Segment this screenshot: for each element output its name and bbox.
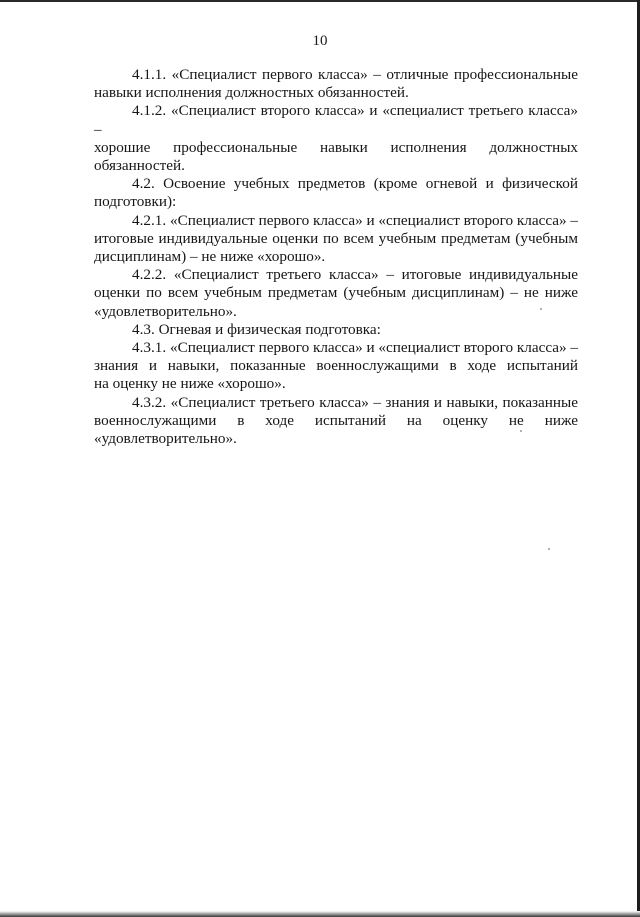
paragraph-4-2-2	[94, 266, 578, 321]
paragraph-4-2-1	[94, 212, 578, 267]
paragraph-4-1-1	[94, 66, 578, 102]
paragraph-line: 4.2. Освоение учебных предметов (кроме огневой и физической	[132, 175, 578, 193]
paragraph-4-3-2	[94, 394, 578, 449]
paragraph-line: 4.3.1. «Специалист первого класса» и «специалист второго класса» –	[132, 339, 578, 357]
page-number: 10	[312, 33, 328, 49]
paragraph-line: знания и навыки, показанные военнослужащими в ходе испытаний	[94, 357, 578, 375]
paragraph-line: подготовки):	[94, 193, 177, 211]
paragraph-line: «удовлетворительно».	[94, 302, 237, 320]
paragraph-4-2	[94, 175, 578, 211]
paragraph-line: 4.1.1. «Специалист первого класса» – отличные профессиональные	[132, 66, 578, 83]
paragraph-line: 4.3. Огневая и физическая подготовка:	[132, 320, 381, 338]
paragraph-4-3	[94, 321, 578, 339]
paragraph-4-1-2	[94, 102, 578, 175]
paragraph-line: на оценку не ниже «хорошо».	[94, 375, 286, 393]
paragraph-line: 4.2.2. «Специалист третьего класса» – итоговые индивидуальные	[132, 266, 578, 284]
paragraph-line: обязанностей.	[94, 157, 185, 175]
document-body	[94, 66, 578, 448]
paragraph-line: 4.3.2. «Специалист третьего класса» – знания и навыки, показанные	[132, 393, 578, 411]
paragraph-4-3-1	[94, 339, 578, 394]
scan-speck	[540, 308, 542, 310]
scan-speck	[520, 430, 522, 432]
paragraph-line: 4.1.2. «Специалист второго класса» и «специалист третьего класса» –	[94, 102, 578, 138]
paragraph-line: военнослужащими в ходе испытаний на оценку не ниже	[94, 411, 578, 429]
scan-speck	[548, 548, 550, 550]
paragraph-line: итоговые индивидуальные оценки по всем учебным предметам (учебным	[94, 229, 578, 247]
paragraph-line: дисциплинам) – не ниже «хорошо».	[94, 248, 326, 266]
paragraph-line: оценки по всем учебным предметам (учебным дисциплинам) – не ниже	[94, 284, 578, 302]
paragraph-line: навыки исполнения должностных обязанностей.	[94, 84, 409, 102]
paragraph-line: «удовлетворительно».	[94, 430, 237, 448]
scan-edge-bottom	[0, 911, 640, 917]
paragraph-line: хорошие профессиональные навыки исполнения должностных	[94, 138, 578, 156]
paragraph-line: 4.2.1. «Специалист первого класса» и «специалист второго класса» –	[132, 211, 578, 229]
scan-edge-top	[0, 0, 640, 2]
